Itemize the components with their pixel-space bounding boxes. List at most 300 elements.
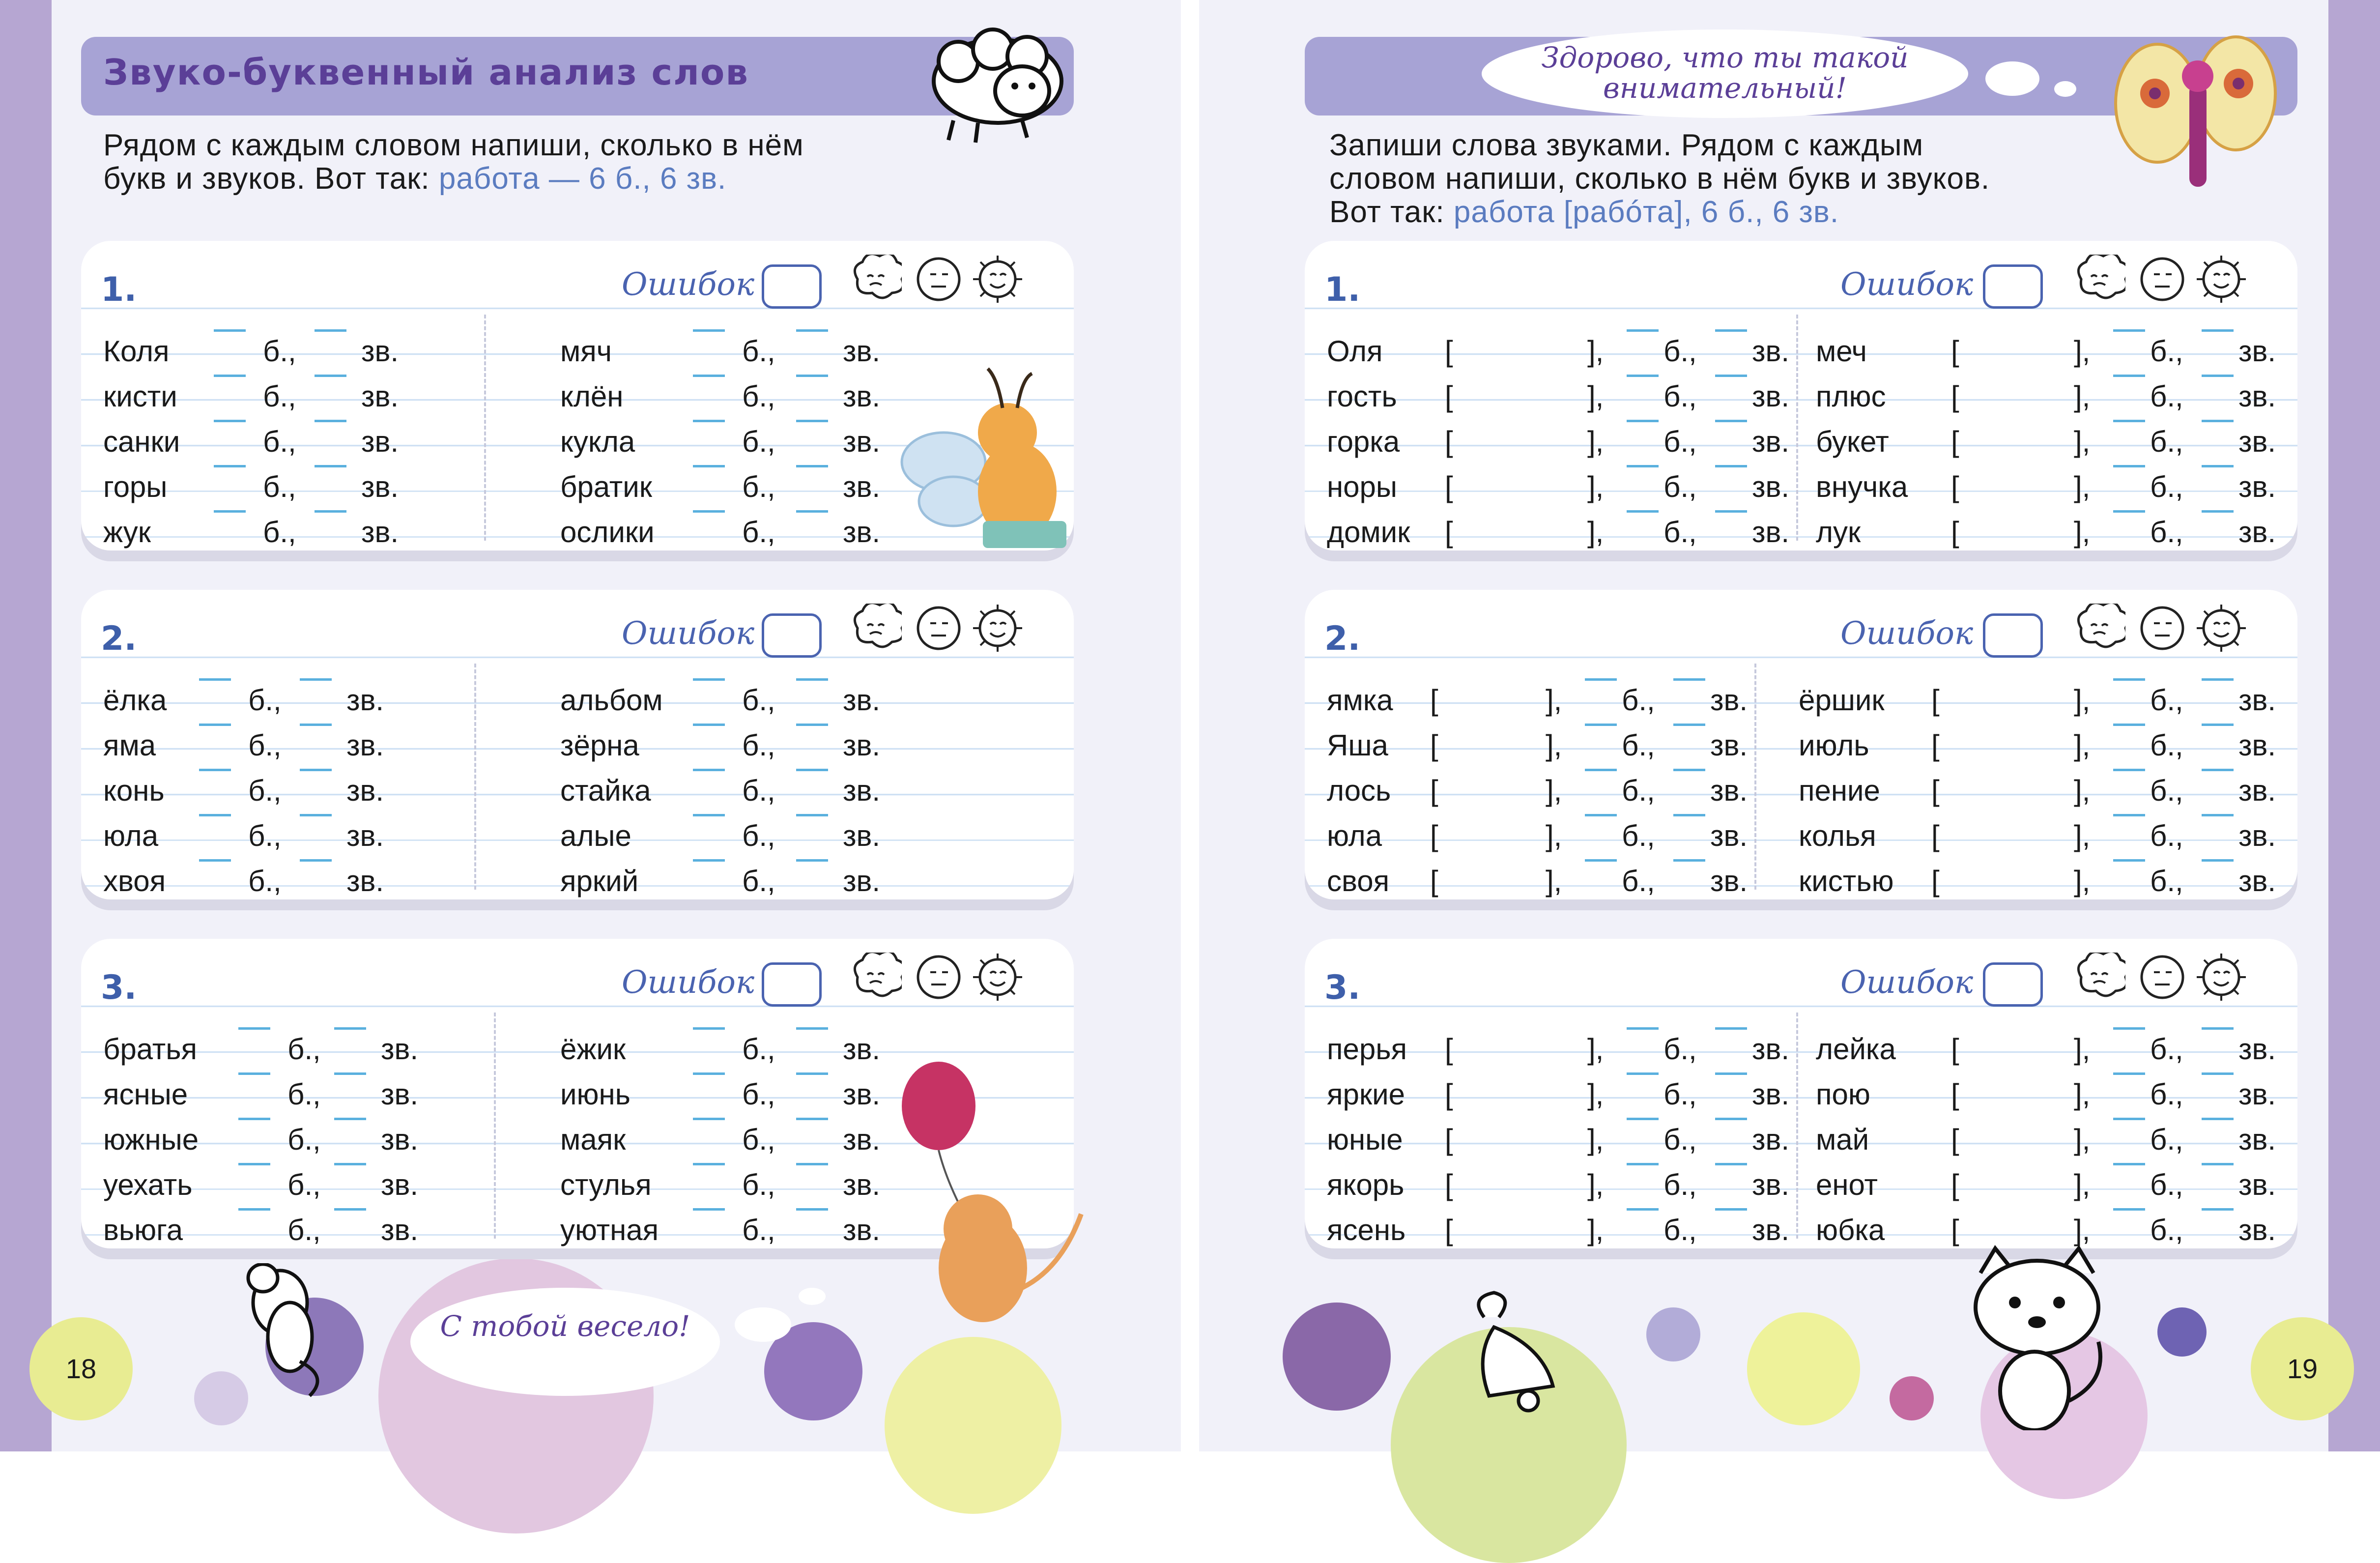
bracket-close: ],: [1587, 516, 1604, 549]
sun-face-icon: [2194, 953, 2248, 1002]
letters-blank[interactable]: [2113, 859, 2145, 862]
word: ямка: [1327, 684, 1393, 717]
sounds-blank[interactable]: [2202, 465, 2234, 467]
thought-dot: [2054, 81, 2076, 97]
sounds-blank[interactable]: [2202, 510, 2234, 513]
transcription-field[interactable]: [1946, 769, 2069, 808]
transcription-field[interactable]: [1966, 329, 2069, 369]
transcription-field[interactable]: [1966, 1027, 2069, 1067]
bracket-close: ],: [2074, 335, 2091, 368]
decor-circle: [194, 1371, 248, 1425]
sounds-label: зв.: [361, 425, 399, 458]
bracket-open: [: [1951, 1168, 1959, 1201]
transcription-field[interactable]: [1946, 724, 2069, 763]
sounds-blank[interactable]: [796, 724, 828, 726]
sounds-blank[interactable]: [796, 769, 828, 771]
bracket-open: [: [1951, 380, 1959, 413]
sounds-label: зв.: [843, 1168, 881, 1201]
sounds-blank[interactable]: [796, 1163, 828, 1165]
letters-label: б.,: [2150, 335, 2183, 368]
word: пение: [1799, 774, 1880, 807]
bracket-close: ],: [1587, 335, 1604, 368]
word: домик: [1327, 516, 1410, 549]
sounds-blank[interactable]: [796, 1118, 828, 1120]
letters-label: б.,: [1663, 1214, 1697, 1246]
bracket-open: [: [1931, 729, 1940, 762]
letters-label: б.,: [1663, 425, 1697, 458]
letters-blank[interactable]: [693, 1118, 725, 1120]
sounds-blank[interactable]: [796, 510, 828, 513]
sounds-blank[interactable]: [796, 1027, 828, 1030]
thought-dot: [1985, 61, 2039, 96]
bracket-open: [: [1931, 684, 1940, 717]
bracket-open: [: [1445, 1033, 1453, 1066]
word-row: [81, 724, 1074, 768]
word: внучка: [1816, 470, 1908, 503]
word-row: [1305, 510, 2297, 554]
letters-blank[interactable]: [2113, 724, 2145, 726]
letters-label: б.,: [2150, 425, 2183, 458]
word: братья: [103, 1033, 198, 1066]
sounds-label: зв.: [2238, 335, 2276, 368]
bracket-open: [: [1445, 1214, 1453, 1246]
page-title: Звуко-буквенный анализ слов: [103, 52, 749, 93]
cloud-face-icon: [2071, 953, 2125, 1002]
bracket-close: ],: [2074, 1168, 2091, 1201]
sounds-label: зв.: [843, 380, 881, 413]
sounds-label: зв.: [346, 819, 384, 852]
letters-blank[interactable]: [693, 375, 725, 377]
letters-blank[interactable]: [693, 769, 725, 771]
word: июль: [1799, 729, 1869, 762]
letters-label: б.,: [263, 470, 296, 503]
transcription-field[interactable]: [1966, 1208, 2069, 1247]
word: ясень: [1327, 1214, 1406, 1246]
letters-label: б.,: [287, 1078, 321, 1111]
sounds-label: зв.: [2238, 684, 2276, 717]
word: лейка: [1816, 1033, 1896, 1066]
sounds-blank[interactable]: [2202, 678, 2234, 681]
sounds-label: зв.: [346, 774, 384, 807]
bracket-close: ],: [2074, 470, 2091, 503]
word: хвоя: [103, 865, 166, 897]
sounds-blank[interactable]: [2202, 1027, 2234, 1030]
cloud-face-icon: [2071, 604, 2125, 653]
word: якорь: [1327, 1168, 1405, 1201]
sounds-label: зв.: [1710, 684, 1748, 717]
letters-label: б.,: [1663, 1168, 1697, 1201]
sounds-blank[interactable]: [796, 329, 828, 332]
bracket-open: [: [1931, 819, 1940, 852]
letters-blank[interactable]: [2113, 329, 2145, 332]
word-row: [1305, 465, 2297, 509]
sounds-blank[interactable]: [2202, 1072, 2234, 1075]
letters-blank[interactable]: [2113, 1118, 2145, 1120]
word: лось: [1327, 774, 1391, 807]
sounds-label: зв.: [381, 1168, 419, 1201]
sounds-blank[interactable]: [2202, 724, 2234, 726]
sounds-label: зв.: [1710, 865, 1748, 897]
exercise-number: 2.: [1324, 619, 1361, 658]
bracket-open: [: [1951, 1123, 1959, 1156]
balloon-mouse-icon: [899, 1057, 1086, 1371]
exercise-card: [1305, 590, 2297, 899]
bracket-open: [: [1951, 1214, 1959, 1246]
decor-circle: [1747, 1312, 1860, 1425]
sounds-label: зв.: [843, 516, 881, 549]
letters-label: б.,: [742, 1168, 775, 1201]
letters-label: б.,: [742, 335, 775, 368]
sounds-label: зв.: [843, 1214, 881, 1246]
sounds-label: зв.: [2238, 865, 2276, 897]
word: кистью: [1799, 865, 1894, 897]
transcription-field[interactable]: [1966, 1163, 2069, 1202]
letters-label: б.,: [2150, 1033, 2183, 1066]
errors-label: Ошибок: [1840, 266, 1974, 303]
sun-face-icon: [971, 953, 1025, 1002]
word-row: [1305, 769, 2297, 813]
sounds-blank[interactable]: [2202, 1163, 2234, 1165]
errors-label: Ошибок: [622, 964, 755, 1001]
letters-label: б.,: [1622, 819, 1655, 852]
sun-face-icon: [971, 255, 1025, 304]
letters-blank[interactable]: [693, 465, 725, 467]
letters-blank[interactable]: [693, 814, 725, 816]
transcription-field[interactable]: [1966, 420, 2069, 459]
word: кукла: [560, 425, 635, 458]
word: пою: [1816, 1078, 1870, 1111]
letters-label: б.,: [263, 425, 296, 458]
sounds-label: зв.: [2238, 516, 2276, 549]
word-row: [1305, 420, 2297, 464]
cat-icon: [1961, 1244, 2123, 1430]
transcription-field[interactable]: [1966, 1072, 2069, 1112]
bracket-close: ],: [1546, 729, 1562, 762]
sheep-icon: [924, 22, 1086, 150]
bracket-close: ],: [2074, 819, 2091, 852]
bracket-close: ],: [1587, 1123, 1604, 1156]
word-row: [1305, 678, 2297, 723]
letters-label: б.,: [2150, 516, 2183, 549]
letters-blank[interactable]: [2113, 420, 2145, 422]
errors-count-field[interactable]: [762, 962, 822, 1007]
letters-label: б.,: [1663, 1033, 1697, 1066]
word-row: [1305, 329, 2297, 374]
sounds-blank[interactable]: [2202, 1118, 2234, 1120]
errors-count-field[interactable]: [762, 613, 822, 658]
bracket-open: [: [1931, 865, 1940, 897]
bracket-close: ],: [1546, 819, 1562, 852]
errors-label: Ошибок: [622, 615, 755, 652]
letters-label: б.,: [742, 380, 775, 413]
word: колья: [1799, 819, 1876, 852]
word: клён: [560, 380, 624, 413]
transcription-field[interactable]: [1946, 678, 2069, 718]
bracket-open: [: [1430, 774, 1438, 807]
letters-label: б.,: [2150, 1123, 2183, 1156]
neutral-face-icon: [912, 604, 966, 653]
letters-label: б.,: [248, 774, 282, 807]
letters-blank[interactable]: [2113, 814, 2145, 816]
sounds-blank[interactable]: [2202, 420, 2234, 422]
exercise-number: 1.: [1324, 270, 1361, 309]
letters-blank[interactable]: [2113, 465, 2145, 467]
sounds-blank[interactable]: [796, 678, 828, 681]
letters-label: б.,: [248, 729, 282, 762]
letters-blank[interactable]: [2113, 678, 2145, 681]
word: вьюга: [103, 1214, 183, 1246]
cloud-face-icon: [848, 604, 902, 653]
sounds-blank[interactable]: [796, 814, 828, 816]
sounds-label: зв.: [1752, 425, 1790, 458]
errors-count-field[interactable]: [1983, 264, 2043, 309]
letters-label: б.,: [1663, 1123, 1697, 1156]
bracket-close: ],: [2074, 516, 2091, 549]
word-row: [1305, 1163, 2297, 1207]
letters-label: б.,: [742, 819, 775, 852]
bracket-open: [: [1951, 470, 1959, 503]
sounds-label: зв.: [2238, 1168, 2276, 1201]
transcription-field[interactable]: [1946, 859, 2069, 898]
word: уехать: [103, 1168, 193, 1201]
transcription-field[interactable]: [1966, 465, 2069, 504]
letters-blank[interactable]: [2113, 1072, 2145, 1075]
bracket-close: ],: [1587, 1214, 1604, 1246]
letters-label: б.,: [1663, 380, 1697, 413]
sounds-blank[interactable]: [2202, 375, 2234, 377]
word-row: [1305, 814, 2297, 858]
letters-label: б.,: [287, 1214, 321, 1246]
sounds-label: зв.: [1752, 516, 1790, 549]
letters-label: б.,: [263, 516, 296, 549]
letters-label: б.,: [248, 865, 282, 897]
errors-count-field[interactable]: [1983, 613, 2043, 658]
sounds-blank[interactable]: [796, 859, 828, 862]
letters-label: б.,: [2150, 774, 2183, 807]
bracket-open: [: [1951, 516, 1959, 549]
sounds-label: зв.: [1752, 1123, 1790, 1156]
sounds-blank[interactable]: [2202, 769, 2234, 771]
letters-label: б.,: [2150, 1168, 2183, 1201]
word: ёршик: [1799, 684, 1885, 717]
letters-label: б.,: [742, 729, 775, 762]
errors-count-field[interactable]: [1983, 962, 2043, 1007]
letters-label: б.,: [1663, 470, 1697, 503]
bracket-open: [: [1951, 335, 1959, 368]
sounds-blank[interactable]: [2202, 1208, 2234, 1211]
bracket-open: [: [1430, 684, 1438, 717]
sounds-label: зв.: [1710, 729, 1748, 762]
letters-blank[interactable]: [693, 1163, 725, 1165]
word: норы: [1327, 470, 1397, 503]
word: плюс: [1816, 380, 1886, 413]
exercise-number: 2.: [101, 619, 137, 658]
sounds-blank[interactable]: [796, 1072, 828, 1075]
word: конь: [103, 774, 165, 807]
bracket-open: [: [1445, 425, 1453, 458]
sounds-label: зв.: [843, 1078, 881, 1111]
letters-blank[interactable]: [2113, 375, 2145, 377]
transcription-field[interactable]: [1946, 814, 2069, 853]
sounds-blank[interactable]: [796, 465, 828, 467]
bracket-close: ],: [2074, 1078, 2091, 1111]
word: меч: [1816, 335, 1867, 368]
word: маяк: [560, 1123, 626, 1156]
letters-blank[interactable]: [2113, 510, 2145, 513]
sounds-blank[interactable]: [796, 420, 828, 422]
left-edge: [0, 0, 52, 1451]
word: кисти: [103, 380, 177, 413]
letters-label: б.,: [1622, 729, 1655, 762]
letters-label: б.,: [742, 684, 775, 717]
word: Коля: [103, 335, 170, 368]
word: гость: [1327, 380, 1397, 413]
word-row: [1305, 1072, 2297, 1117]
bracket-close: ],: [2074, 774, 2091, 807]
bracket-open: [: [1445, 1168, 1453, 1201]
letters-blank[interactable]: [693, 420, 725, 422]
example: работа [рабóта], 6 б., 6 зв.: [1453, 195, 1839, 229]
letters-blank[interactable]: [693, 859, 725, 862]
sounds-blank[interactable]: [2202, 859, 2234, 862]
letters-label: б.,: [248, 684, 282, 717]
word: алые: [560, 819, 631, 852]
bracket-close: ],: [2074, 1033, 2091, 1066]
word: яркий: [560, 865, 639, 897]
exercise-number: 3.: [101, 968, 137, 1007]
exercise-card: [1305, 241, 2297, 550]
word-row: [81, 814, 1074, 858]
bracket-close: ],: [2074, 1123, 2091, 1156]
letters-blank[interactable]: [693, 329, 725, 332]
sounds-label: зв.: [1752, 1168, 1790, 1201]
decor-circle: [1283, 1302, 1391, 1411]
exercise-number: 1.: [101, 270, 137, 309]
sounds-label: зв.: [1752, 1214, 1790, 1246]
word-row: [1305, 1027, 2297, 1071]
example: работа — 6 б., 6 зв.: [438, 162, 727, 196]
sounds-label: зв.: [361, 516, 399, 549]
word: перья: [1327, 1033, 1407, 1066]
letters-label: б.,: [263, 335, 296, 368]
word: Оля: [1327, 335, 1383, 368]
letters-blank[interactable]: [2113, 1208, 2145, 1211]
bracket-close: ],: [1587, 470, 1604, 503]
cloud-face-icon: [2071, 255, 2125, 304]
sounds-label: зв.: [1752, 335, 1790, 368]
bracket-open: [: [1430, 729, 1438, 762]
letters-blank[interactable]: [2113, 1027, 2145, 1030]
bracket-open: [: [1931, 774, 1940, 807]
letters-label: б.,: [742, 774, 775, 807]
word: ясные: [103, 1078, 188, 1111]
sounds-label: зв.: [843, 1123, 881, 1156]
word-row: [1305, 375, 2297, 419]
letters-label: б.,: [2150, 380, 2183, 413]
letters-blank[interactable]: [693, 1072, 725, 1075]
bracket-open: [: [1430, 819, 1438, 852]
bracket-open: [: [1430, 865, 1438, 897]
word-row: [81, 859, 1074, 903]
letters-label: б.,: [742, 425, 775, 458]
word: уютная: [560, 1214, 659, 1246]
bee-icon: [899, 364, 1106, 560]
bracket-close: ],: [2074, 1214, 2091, 1246]
letters-blank[interactable]: [2113, 1163, 2145, 1165]
word: яркие: [1327, 1078, 1405, 1111]
butterfly-icon: [2113, 29, 2280, 216]
letters-blank[interactable]: [2113, 769, 2145, 771]
letters-label: б.,: [2150, 819, 2183, 852]
letters-blank[interactable]: [693, 510, 725, 513]
word: ёжик: [560, 1033, 626, 1066]
letters-label: б.,: [1622, 684, 1655, 717]
bracket-close: ],: [2074, 729, 2091, 762]
word-row: [1305, 1118, 2297, 1162]
page-number: 18: [29, 1317, 133, 1420]
bracket-open: [: [1951, 425, 1959, 458]
word: зёрна: [560, 729, 639, 762]
sounds-label: зв.: [381, 1123, 419, 1156]
errors-label: Ошибок: [1840, 964, 1974, 1001]
sun-face-icon: [2194, 255, 2248, 304]
letters-blank[interactable]: [693, 724, 725, 726]
letters-blank[interactable]: [693, 678, 725, 681]
sounds-blank[interactable]: [796, 375, 828, 377]
sounds-blank[interactable]: [2202, 329, 2234, 332]
sounds-label: зв.: [2238, 1078, 2276, 1111]
word: юбка: [1816, 1214, 1885, 1246]
letters-label: б.,: [2150, 1214, 2183, 1246]
neutral-face-icon: [2135, 953, 2189, 1002]
errors-label: Ошибок: [622, 266, 755, 303]
letters-blank[interactable]: [693, 1208, 725, 1211]
word-row: [1305, 724, 2297, 768]
sounds-label: зв.: [346, 865, 384, 897]
bracket-close: ],: [2074, 425, 2091, 458]
word: ослики: [560, 516, 655, 549]
sounds-label: зв.: [361, 335, 399, 368]
letters-label: б.,: [742, 1123, 775, 1156]
word: яма: [103, 729, 156, 762]
transcription-field[interactable]: [1966, 510, 2069, 550]
word: май: [1816, 1123, 1869, 1156]
letters-label: б.,: [287, 1123, 321, 1156]
neutral-face-icon: [2135, 255, 2189, 304]
errors-count-field[interactable]: [762, 264, 822, 309]
sounds-label: зв.: [843, 684, 881, 717]
sounds-blank[interactable]: [796, 1208, 828, 1211]
sounds-label: зв.: [2238, 1214, 2276, 1246]
letters-label: б.,: [742, 516, 775, 549]
speech-bubble: Здорово, что ты такой внимательный!: [1482, 29, 1968, 118]
right-edge: [2328, 0, 2380, 1451]
letters-blank[interactable]: [693, 1027, 725, 1030]
bracket-open: [: [1445, 380, 1453, 413]
bracket-close: ],: [1546, 684, 1562, 717]
letters-label: б.,: [742, 1214, 775, 1246]
word: юла: [103, 819, 159, 852]
sounds-blank[interactable]: [2202, 814, 2234, 816]
word: братик: [560, 470, 653, 503]
bracket-close: ],: [1587, 425, 1604, 458]
bracket-open: [: [1445, 470, 1453, 503]
letters-label: б.,: [1663, 1078, 1697, 1111]
bracket-close: ],: [1587, 380, 1604, 413]
transcription-field[interactable]: [1966, 1118, 2069, 1157]
word-row: [1305, 1208, 2297, 1252]
transcription-field[interactable]: [1966, 375, 2069, 414]
